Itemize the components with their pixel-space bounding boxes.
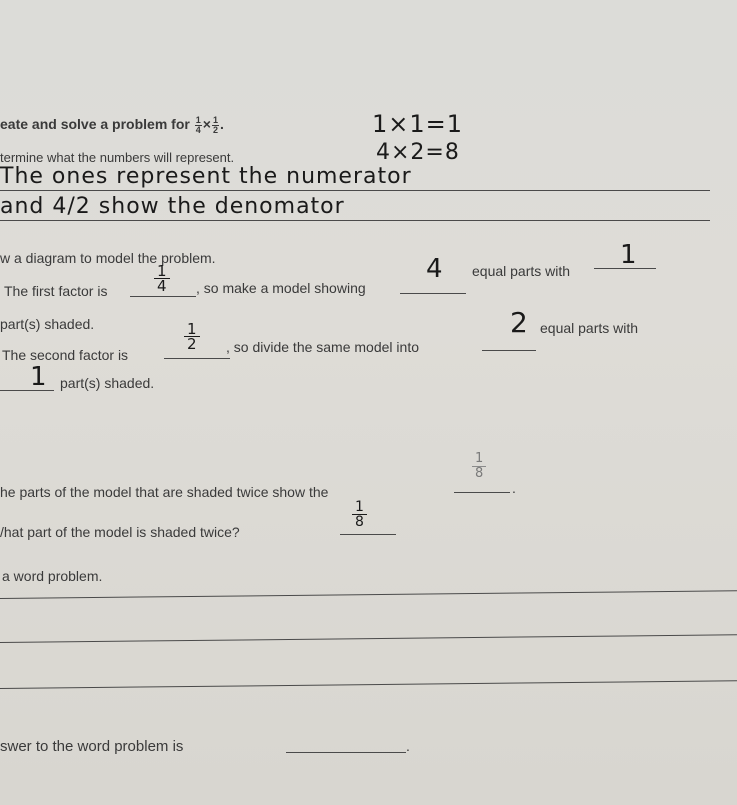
answer-line xyxy=(0,634,737,643)
fraction-numerator: 1 xyxy=(352,500,367,515)
answer-line xyxy=(0,220,710,221)
fraction-one-fourth xyxy=(195,116,202,135)
period: . xyxy=(512,480,516,496)
fraction-one-half xyxy=(212,116,219,135)
handwritten-equal-parts: 4 xyxy=(426,254,444,284)
fraction-numerator: 1 xyxy=(154,264,170,279)
handwritten-answer-fraction xyxy=(352,500,367,529)
determine-numbers-prompt: termine what the numbers will represent. xyxy=(0,150,235,165)
answer-line xyxy=(0,190,710,191)
handwritten-shaded-parts: 1 xyxy=(620,240,638,270)
handwritten-shaded-parts-2: 1 xyxy=(30,362,48,392)
handwritten-numerator-product: 1×1=1 xyxy=(372,110,464,138)
parts-shaded-text: part(s) shaded. xyxy=(0,316,95,332)
shaded-twice-statement: he parts of the model that are shaded twice show the xyxy=(0,484,329,500)
period: . xyxy=(219,116,224,133)
handwritten-faint-answer xyxy=(472,452,486,481)
word-problem-prompt: a word problem. xyxy=(2,568,103,584)
create-problem-prompt xyxy=(0,116,224,135)
fraction-denominator: 8 xyxy=(355,514,364,530)
shaded-twice-question: /hat part of the model is shaded twice? xyxy=(0,524,240,540)
blank-line xyxy=(164,358,230,359)
fraction-numerator: 1 xyxy=(472,452,486,467)
divide-model-text: , so divide the same model into xyxy=(226,339,419,355)
equal-parts-text-2: equal parts with xyxy=(540,320,639,336)
answer-line xyxy=(0,590,737,599)
fraction-denominator: 2 xyxy=(212,125,218,135)
blank-line xyxy=(130,296,196,297)
parts-shaded-text-2: part(s) shaded. xyxy=(60,375,155,391)
handwritten-first-factor xyxy=(154,264,170,293)
times-sign: × xyxy=(202,116,211,133)
fraction-denominator: 2 xyxy=(187,335,197,353)
handwritten-answer-line-1: The ones represent the numerator xyxy=(0,164,412,189)
fraction-numerator: 1 xyxy=(212,115,218,125)
fraction-denominator: 8 xyxy=(475,466,484,481)
period: . xyxy=(406,738,410,754)
blank-line xyxy=(286,752,406,753)
answer-line xyxy=(0,680,737,689)
make-model-text: , so make a model showing xyxy=(196,280,366,296)
blank-line xyxy=(340,534,396,535)
blank-line xyxy=(482,350,536,351)
word-problem-answer-label: swer to the word problem is xyxy=(0,738,184,755)
first-factor-label: The first factor is xyxy=(4,283,108,299)
blank-line xyxy=(454,492,510,493)
fraction-denominator: 4 xyxy=(157,277,167,295)
handwritten-equal-parts-2: 2 xyxy=(510,306,529,339)
create-problem-text: eate and solve a problem for xyxy=(0,116,190,133)
fraction-numerator: 1 xyxy=(195,115,201,125)
blank-line xyxy=(400,293,466,294)
draw-diagram-prompt: w a diagram to model the problem. xyxy=(0,250,216,266)
fraction-numerator: 1 xyxy=(184,322,200,337)
second-factor-label: The second factor is xyxy=(2,347,129,363)
handwritten-answer-line-2: and 4/2 show the denomator xyxy=(0,194,345,219)
equal-parts-text: equal parts with xyxy=(472,263,571,279)
fraction-denominator: 4 xyxy=(195,125,201,135)
handwritten-denominator-product: 4×2=8 xyxy=(376,140,460,165)
handwritten-second-factor xyxy=(184,322,200,351)
